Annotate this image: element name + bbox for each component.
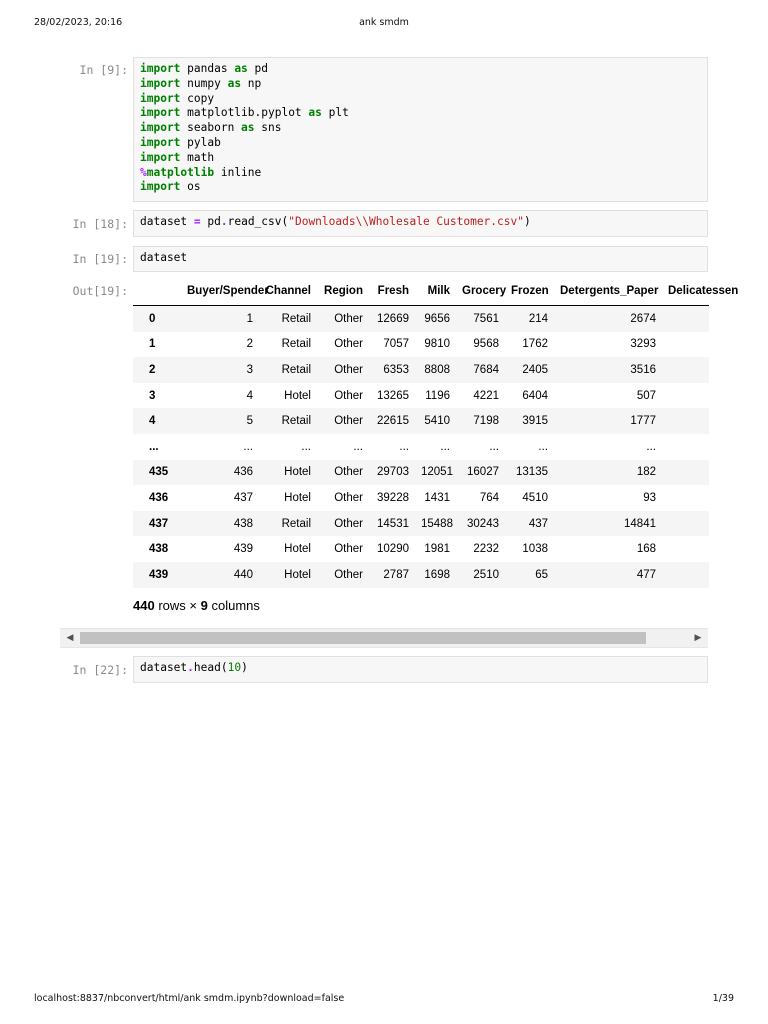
table-cell: Retail <box>281 517 311 530</box>
table-cell: Other <box>334 415 363 428</box>
table-cell: 477 <box>636 568 656 581</box>
column-header: Milk <box>415 280 456 306</box>
table-cell: 65 <box>535 568 548 581</box>
code-token: np <box>241 76 262 90</box>
table-cell: 16027 <box>467 466 499 479</box>
code-token: inline <box>214 165 262 179</box>
code-cell-imports[interactable] <box>133 57 708 202</box>
table-cell: 7684 <box>473 363 499 376</box>
code-line <box>140 121 701 136</box>
shape-rows-count: 440 <box>133 598 155 613</box>
code-token: import <box>140 135 181 149</box>
table-cell: 4510 <box>522 491 548 504</box>
table-cell: ... <box>489 440 499 453</box>
code-token: as <box>241 121 255 135</box>
table-cell: 1038 <box>522 543 548 556</box>
code-token: sns <box>254 121 282 135</box>
scrollbar-thumb[interactable] <box>80 632 646 644</box>
code-line <box>140 166 701 181</box>
table-row <box>133 306 709 332</box>
row-index: 438 <box>149 543 169 556</box>
shape-separator: × <box>189 598 197 613</box>
index-header <box>133 280 181 306</box>
cell-prompt-in-22: In [22]: <box>72 663 128 677</box>
table-cell: Hotel <box>284 543 311 556</box>
table-row <box>133 562 709 588</box>
table-cell: Other <box>334 312 363 325</box>
shape-cols-count: 9 <box>200 598 208 613</box>
shape-rows-label: rows <box>158 598 186 613</box>
table-cell: Hotel <box>284 491 311 504</box>
table-cell: 9568 <box>473 338 499 351</box>
code-token: ) <box>523 215 531 228</box>
table-cell: Other <box>334 338 363 351</box>
print-page-number: 1/39 <box>712 993 734 1004</box>
table-row <box>133 460 709 486</box>
table-row <box>133 408 709 434</box>
table-cell: Hotel <box>284 568 311 581</box>
cell-prompt-in-18: In [18]: <box>72 217 128 231</box>
table-cell: 14841 <box>624 517 656 530</box>
table-row <box>133 357 709 383</box>
table-cell: 436 <box>233 466 253 479</box>
table-row <box>133 383 709 409</box>
row-index: 435 <box>149 466 169 479</box>
table-cell <box>662 332 709 358</box>
code-token: import <box>140 106 181 120</box>
column-header: Region <box>317 280 369 306</box>
table-cell: 2510 <box>473 568 499 581</box>
code-token: dataset <box>140 661 188 674</box>
code-token: read_csv( <box>227 215 289 228</box>
code-token: = <box>193 215 201 228</box>
table-cell: 10290 <box>377 543 409 556</box>
table-cell: 15488 <box>421 517 453 530</box>
table-cell: ... <box>538 440 548 453</box>
code-token: pd <box>200 215 221 228</box>
table-cell: 168 <box>636 543 656 556</box>
table-row <box>133 485 709 511</box>
table-cell: 9810 <box>424 338 450 351</box>
table-cell: 5 <box>246 415 253 428</box>
column-header: Delicatessen <box>662 280 709 306</box>
table-cell: 13135 <box>516 466 548 479</box>
column-header: Frozen <box>505 280 554 306</box>
code-token: import <box>140 180 181 194</box>
code-token: pd <box>247 62 269 75</box>
table-cell: 12051 <box>421 466 453 479</box>
table-cell: 6353 <box>383 363 409 376</box>
column-header: Fresh <box>369 280 415 306</box>
table-cell: Other <box>334 491 363 504</box>
code-token: seaborn <box>180 121 242 135</box>
table-cell: 2 <box>246 338 253 351</box>
table-cell: Other <box>334 389 363 402</box>
code-token: copy <box>180 91 215 105</box>
code-token: import <box>140 62 181 75</box>
code-cell-dataset[interactable] <box>133 246 708 272</box>
table-cell: 9656 <box>424 312 450 325</box>
code-token: dataset <box>140 215 194 228</box>
shape-cols-label: columns <box>211 598 260 613</box>
table-cell <box>662 536 709 562</box>
table-row <box>133 511 709 537</box>
table-cell: 1431 <box>424 491 450 504</box>
table-cell: 4221 <box>473 389 499 402</box>
table-cell: 13265 <box>377 389 409 402</box>
table-row <box>133 332 709 358</box>
code-block <box>134 58 707 199</box>
table-cell: Other <box>334 363 363 376</box>
triangle-right-icon[interactable]: ▶ <box>694 633 702 643</box>
table-cell: Other <box>334 466 363 479</box>
code-token: dataset <box>140 251 188 264</box>
code-line <box>140 180 701 195</box>
row-index: 2 <box>149 363 156 376</box>
code-token: import <box>140 121 181 135</box>
table-cell: 4 <box>246 389 253 402</box>
table-cell: 3 <box>246 363 253 376</box>
table-cell: 2674 <box>630 312 656 325</box>
table-cell: 182 <box>636 466 656 479</box>
table-cell: 5410 <box>424 415 450 428</box>
table-cell: 1762 <box>522 338 548 351</box>
table-cell <box>662 485 709 511</box>
code-cell-head[interactable] <box>133 656 708 683</box>
table-cell <box>662 434 709 460</box>
table-cell <box>662 562 709 588</box>
code-token: import <box>140 76 181 90</box>
code-token: matplotlib <box>146 165 215 179</box>
dataframe-shape <box>133 598 260 613</box>
table-cell: Other <box>334 568 363 581</box>
table-cell: Hotel <box>284 389 311 402</box>
table-cell: 1777 <box>630 415 656 428</box>
table-cell: 437 <box>233 491 253 504</box>
table-cell <box>662 357 709 383</box>
table-row <box>133 536 709 562</box>
table-cell <box>662 460 709 486</box>
code-line <box>140 661 701 676</box>
table-cell: 1196 <box>425 389 450 402</box>
code-token: . <box>220 215 228 228</box>
table-cell: 12669 <box>377 312 409 325</box>
table-cell: 7057 <box>383 338 409 351</box>
row-index: 1 <box>149 338 156 351</box>
code-line <box>140 92 701 107</box>
table-cell: 2232 <box>473 543 499 556</box>
code-token: numpy <box>180 76 228 90</box>
column-header: Buyer/Spender <box>181 280 259 306</box>
table-cell: 6404 <box>522 389 548 402</box>
code-token: . <box>187 661 194 674</box>
table-cell: Hotel <box>284 466 311 479</box>
code-line <box>140 151 701 166</box>
print-url: localhost:8837/nbconvert/html/ank smdm.ipynb?download=false <box>34 993 345 1004</box>
table-cell: 3516 <box>630 363 656 376</box>
code-token: "Downloads\\Wholesale Customer.csv" <box>288 215 524 228</box>
table-cell: 440 <box>233 568 253 581</box>
table-cell: 214 <box>528 312 548 325</box>
row-index: 0 <box>149 312 156 325</box>
row-index: 436 <box>149 491 169 504</box>
table-cell: 507 <box>636 389 656 402</box>
cell-prompt-in-19: In [19]: <box>72 252 128 266</box>
table-cell: 3293 <box>630 338 656 351</box>
table-cell: 14531 <box>377 517 409 530</box>
column-header: Grocery <box>456 280 505 306</box>
table-cell: 439 <box>233 543 253 556</box>
table-cell: 7561 <box>473 312 499 325</box>
code-token: pylab <box>180 135 221 149</box>
table-cell <box>662 383 709 409</box>
table-cell: 2405 <box>522 363 548 376</box>
table-cell: 764 <box>479 491 499 504</box>
table-cell: Retail <box>281 312 311 325</box>
table-cell: 2787 <box>383 568 409 581</box>
table-cell: Other <box>334 517 363 530</box>
code-line <box>140 136 701 151</box>
table-cell: 1698 <box>424 568 450 581</box>
column-header: Detergents_Paper <box>554 280 662 306</box>
table-cell: 22615 <box>377 415 409 428</box>
triangle-left-icon[interactable]: ◀ <box>66 633 74 643</box>
table-cell: 3915 <box>522 415 548 428</box>
print-datetime: 28/02/2023, 20:16 <box>34 17 123 28</box>
cell-prompt-in-9: In [9]: <box>79 63 128 77</box>
table-cell: ... <box>646 440 656 453</box>
table-header-row <box>133 280 709 306</box>
table-cell: 8808 <box>424 363 450 376</box>
code-cell-read-csv[interactable] <box>133 210 708 237</box>
table-cell: Retail <box>281 363 311 376</box>
cell-prompt-out-19: Out[19]: <box>72 284 128 298</box>
table-cell: ... <box>301 440 311 453</box>
code-line <box>140 251 701 266</box>
table-cell: ... <box>440 440 450 453</box>
row-index: 439 <box>149 568 169 581</box>
code-token: matplotlib.pyplot <box>180 106 309 120</box>
code-token: import <box>140 91 181 105</box>
table-cell: Other <box>334 543 363 556</box>
table-cell: 39228 <box>377 491 409 504</box>
code-block <box>134 657 707 680</box>
table-cell: ... <box>353 440 363 453</box>
row-index: 3 <box>149 389 156 402</box>
code-token: 10 <box>227 661 242 674</box>
code-token: as <box>308 106 322 120</box>
table-cell: 93 <box>643 491 656 504</box>
table-cell: Retail <box>281 415 311 428</box>
code-token: pandas <box>180 62 235 75</box>
table-cell: 437 <box>528 517 548 530</box>
code-token: plt <box>321 106 349 120</box>
row-index: ... <box>149 440 159 453</box>
code-block <box>134 247 707 270</box>
table-cell <box>662 408 709 434</box>
code-token: as <box>227 76 242 90</box>
code-block <box>134 211 707 234</box>
code-token: math <box>180 150 215 164</box>
code-token: head( <box>193 661 228 674</box>
code-line <box>140 77 701 92</box>
table-cell: 438 <box>233 517 253 530</box>
table-cell: Retail <box>281 338 311 351</box>
table-cell <box>662 511 709 537</box>
code-line <box>140 62 701 77</box>
table-cell: 7198 <box>473 415 499 428</box>
code-token: ) <box>241 661 248 674</box>
table-cell: 1981 <box>424 543 450 556</box>
table-cell: ... <box>243 440 253 453</box>
code-token: import <box>140 150 181 164</box>
dataframe-table <box>133 280 739 588</box>
row-index: 437 <box>149 517 169 530</box>
column-header: Channel <box>259 280 317 306</box>
table-row <box>133 434 709 460</box>
code-token: as <box>234 62 248 75</box>
code-token: % <box>140 165 147 179</box>
code-line <box>140 215 701 230</box>
print-title: ank smdm <box>359 17 409 28</box>
code-token: os <box>180 180 201 194</box>
table-cell: 29703 <box>377 466 409 479</box>
code-line <box>140 106 701 121</box>
table-cell: 1 <box>246 312 253 325</box>
table-cell <box>662 306 709 332</box>
horizontal-scrollbar[interactable] <box>60 628 708 648</box>
table-cell: ... <box>399 440 409 453</box>
row-index: 4 <box>149 415 156 428</box>
table-cell: 30243 <box>467 517 499 530</box>
